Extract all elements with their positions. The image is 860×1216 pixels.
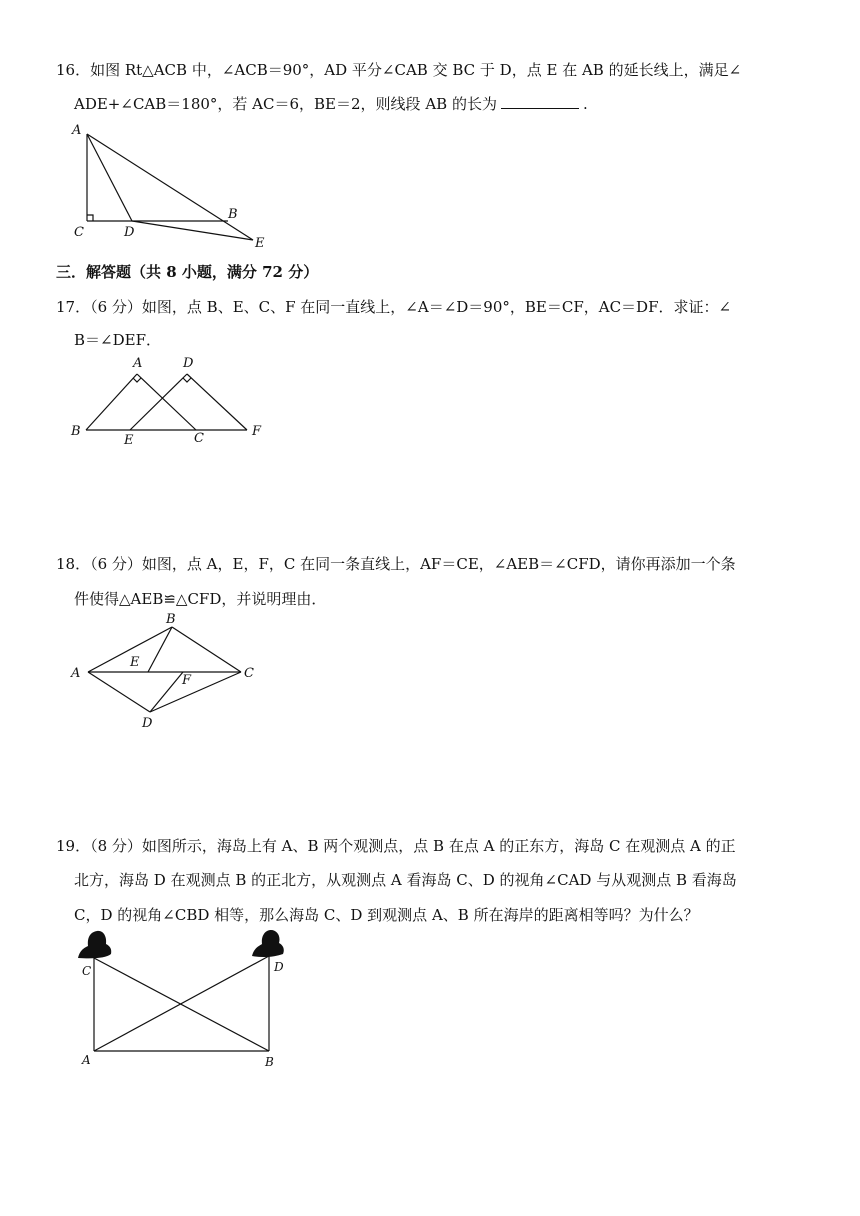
island-d-icon xyxy=(252,930,284,957)
q16-segment-de xyxy=(132,221,253,240)
q17-segment-df xyxy=(187,374,247,430)
q17-figure xyxy=(64,352,274,447)
q17-segment-ed xyxy=(130,374,187,430)
q16-label-b: B xyxy=(228,207,238,222)
q17-label-f: F xyxy=(252,424,262,439)
q16-label-e: E xyxy=(255,236,265,251)
q18-text-line2: 件使得△AEB≌△CFD，并说明理由． xyxy=(74,590,327,608)
island-c-icon xyxy=(78,931,111,958)
q19-text-line1: 19．（8 分）如图所示，海岛上有 A、B 两个观测点，点 B 在点 A 的正东方，海岛 C 在观测点 A 的正 xyxy=(56,837,736,855)
q18-segment-df xyxy=(150,672,183,712)
q18-label-c: C xyxy=(244,666,254,681)
q18-label-d: D xyxy=(142,716,153,731)
q18-segment-ad xyxy=(88,672,150,712)
q16-label-c: C xyxy=(74,225,84,240)
q17-text-line1: 17．（6 分）如图，点 B、E、C、F 在同一直线上，∠A＝∠D＝90°，BE＝CF，AC＝DF．求证：∠ xyxy=(56,298,732,316)
q19-label-c: C xyxy=(82,964,92,978)
q18-label-a: A xyxy=(71,666,81,681)
q16-segment-ae xyxy=(87,134,253,240)
q16-text-line1: 16．如图 Rt△ACB 中，∠ACB＝90°，AD 平分∠CAB 交 BC 于 D，点 E 在 AB 的延长线上，满足∠ xyxy=(56,61,742,79)
q17-segment-ba xyxy=(86,374,137,430)
q18-segment-dc xyxy=(150,672,241,712)
q16-segment-ad xyxy=(87,134,132,221)
q17-right-angle-mark-d xyxy=(183,378,191,382)
q16-text-line2 xyxy=(74,94,588,114)
q18-text-line1: 18．（6 分）如图，点 A，E，F，C 在同一条直线上，AF＝CE，∠AEB＝∠CFD，请你再添加一个条 xyxy=(56,555,736,573)
q18-label-b: B xyxy=(166,612,176,627)
q19-text-line3: C，D 的视角∠CBD 相等，那么海岛 C、D 到观测点 A、B 所在海岸的距离相等吗？为什么？ xyxy=(74,906,699,924)
q16-figure xyxy=(60,118,280,253)
q19-text-line2: 北方，海岛 D 在观测点 B 的正北方，从观测点 A 看海岛 C、D 的视角∠CAD 与从观测点 B 看海岛 xyxy=(74,871,737,889)
section-title: 三．解答题（共 8 小题，满分 72 分） xyxy=(56,263,319,281)
q19-figure xyxy=(70,928,310,1073)
q17-text-line2: B＝∠DEF． xyxy=(74,331,161,349)
q16-text-line2-main: ADE+∠CAB＝180°，若 AC＝6，BE＝2，则线段 AB 的长为 xyxy=(74,95,497,113)
q19-label-d: D xyxy=(274,960,284,974)
q18-segment-bc xyxy=(172,627,241,672)
q17-label-c: C xyxy=(194,431,204,446)
q16-right-angle-mark xyxy=(87,215,93,221)
q16-label-a: A xyxy=(72,123,82,138)
q16-period: . xyxy=(582,95,588,113)
q19-label-b: B xyxy=(265,1055,274,1069)
q19-label-a: A xyxy=(82,1053,91,1067)
q17-right-angle-mark-a xyxy=(133,378,141,382)
q17-label-b: B xyxy=(71,424,81,439)
q17-label-e: E xyxy=(124,433,134,448)
q17-label-d: D xyxy=(183,356,194,371)
q18-label-e: E xyxy=(130,655,140,670)
q16-label-d: D xyxy=(124,225,135,240)
q18-label-f: F xyxy=(182,673,192,688)
q16-answer-blank xyxy=(501,94,579,109)
q17-label-a: A xyxy=(133,356,143,371)
q18-figure xyxy=(66,612,266,732)
